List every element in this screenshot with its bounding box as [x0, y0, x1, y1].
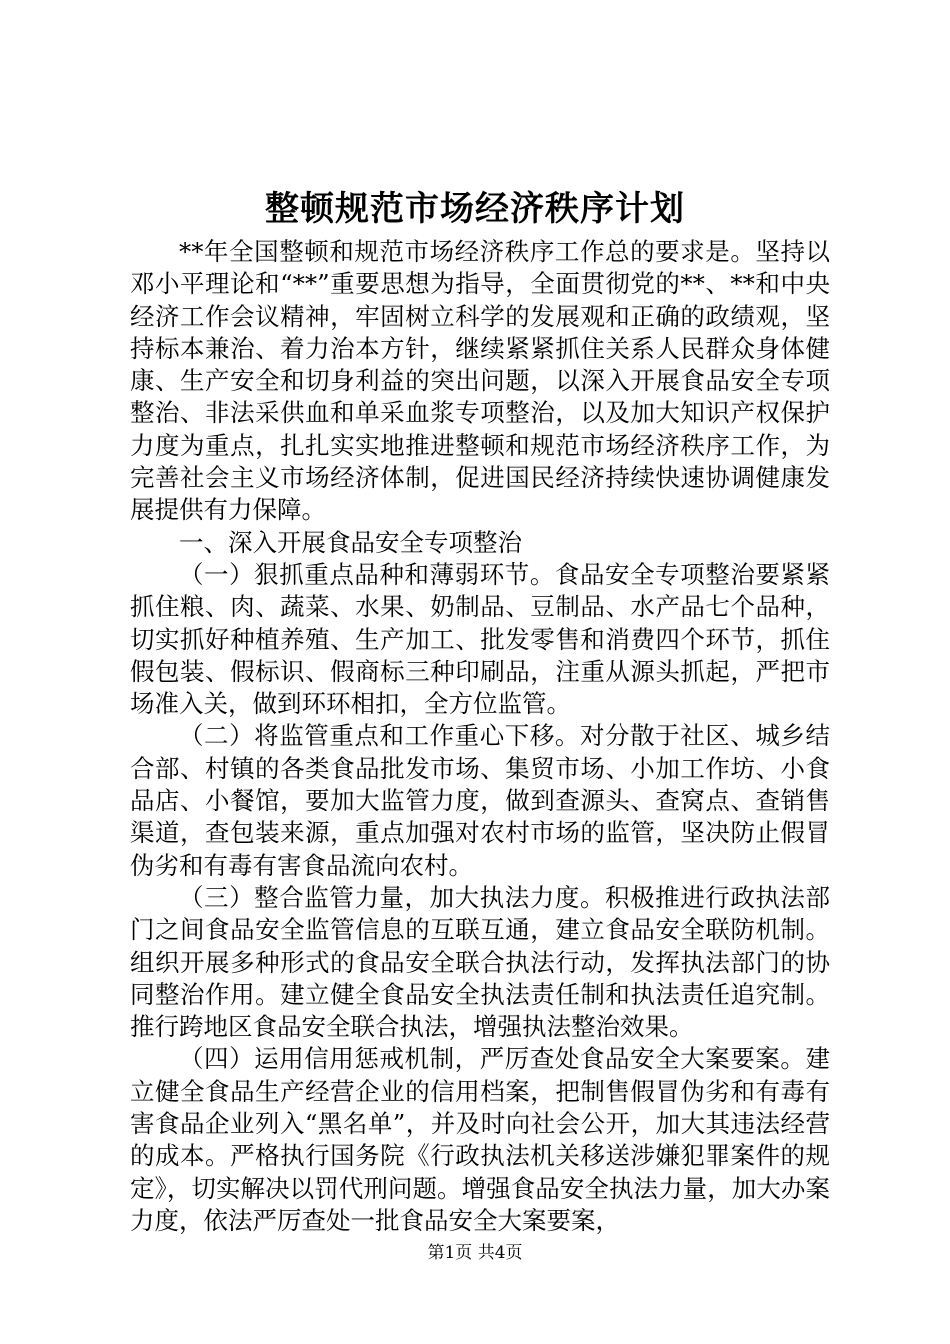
paragraph-intro: **年全国整顿和规范市场经济秩序工作总的要求是。坚持以邓小平理论和“**”重要思想为指导，全面贯彻党的**、**和中央经济工作会议精神，牢固树立科学的发展观和正确的政绩观，坚持标本兼治、着力治本方针，继续紧紧抓住关系人民群众身体健康、生产安全和切身利益的突出问题，以深入开展食品安全专项整治、非法采供血和单采血浆专项整治，以及加大知识产权保护力度为重点，扎扎实实地推进整顿和规范市场经济秩序工作，为完善社会主义市场经济体制，促进国民经济持续快速协调健康发展提供有力保障。: [130, 237, 830, 525]
document-title: 整顿规范市场经济秩序计划: [265, 189, 685, 229]
section-heading: 一、深入开展食品安全专项整治: [179, 527, 522, 557]
paragraph-item-2: （二）将监管重点和工作重心下移。对分散于社区、城乡结合部、村镇的各类食品批发市场、集贸市场、小加工作坊、小食品店、小餐馆，要加大监管力度，做到查源头、查窝点、查销售渠道，查包装来源，重点加强对农村市场的监管，坚决防止假冒伪劣和有毒有害食品流向农村。: [130, 721, 830, 880]
paragraph-item-3: （三）整合监管力量，加大执法力度。积极推进行政执法部门之间食品安全监管信息的互联互通，建立食品安全联防机制。组织开展多种形式的食品安全联合执法行动，发挥执法部门的协同整治作用。建立健全食品安全执法责任制和执法责任追究制。推行跨地区食品安全联合执法，增强执法整治效果。: [130, 882, 830, 1042]
document-body: [130, 236, 830, 1237]
paragraph-item-4: （四）运用信用惩戒机制，严厉查处食品安全大案要案。建立健全食品生产经营企业的信用档案，把制售假冒伪劣和有毒有害食品企业列入“黑名单”，并及时向社会公开，加大其违法经营的成本。严格执行国务院《行政执法机关移送涉嫌犯罪案件的规定》，切实解决以罚代刑问题。增强食品安全执法力量，加大办案力度，依法严厉查处一批食品安全大案要案，: [130, 1044, 830, 1235]
paragraph-item-1: （一）狠抓重点品种和薄弱环节。食品安全专项整治要紧紧抓住粮、肉、蔬菜、水果、奶制品、豆制品、水产品七个品种，切实抓好种植养殖、生产加工、批发零售和消费四个环节，抓住假包装、假标识、假商标三种印刷品，注重从源头抓起，严把市场准入关，做到环环相扣，全方位监管。: [130, 559, 830, 719]
page-footer: 第1页 共4页: [427, 1243, 523, 1263]
